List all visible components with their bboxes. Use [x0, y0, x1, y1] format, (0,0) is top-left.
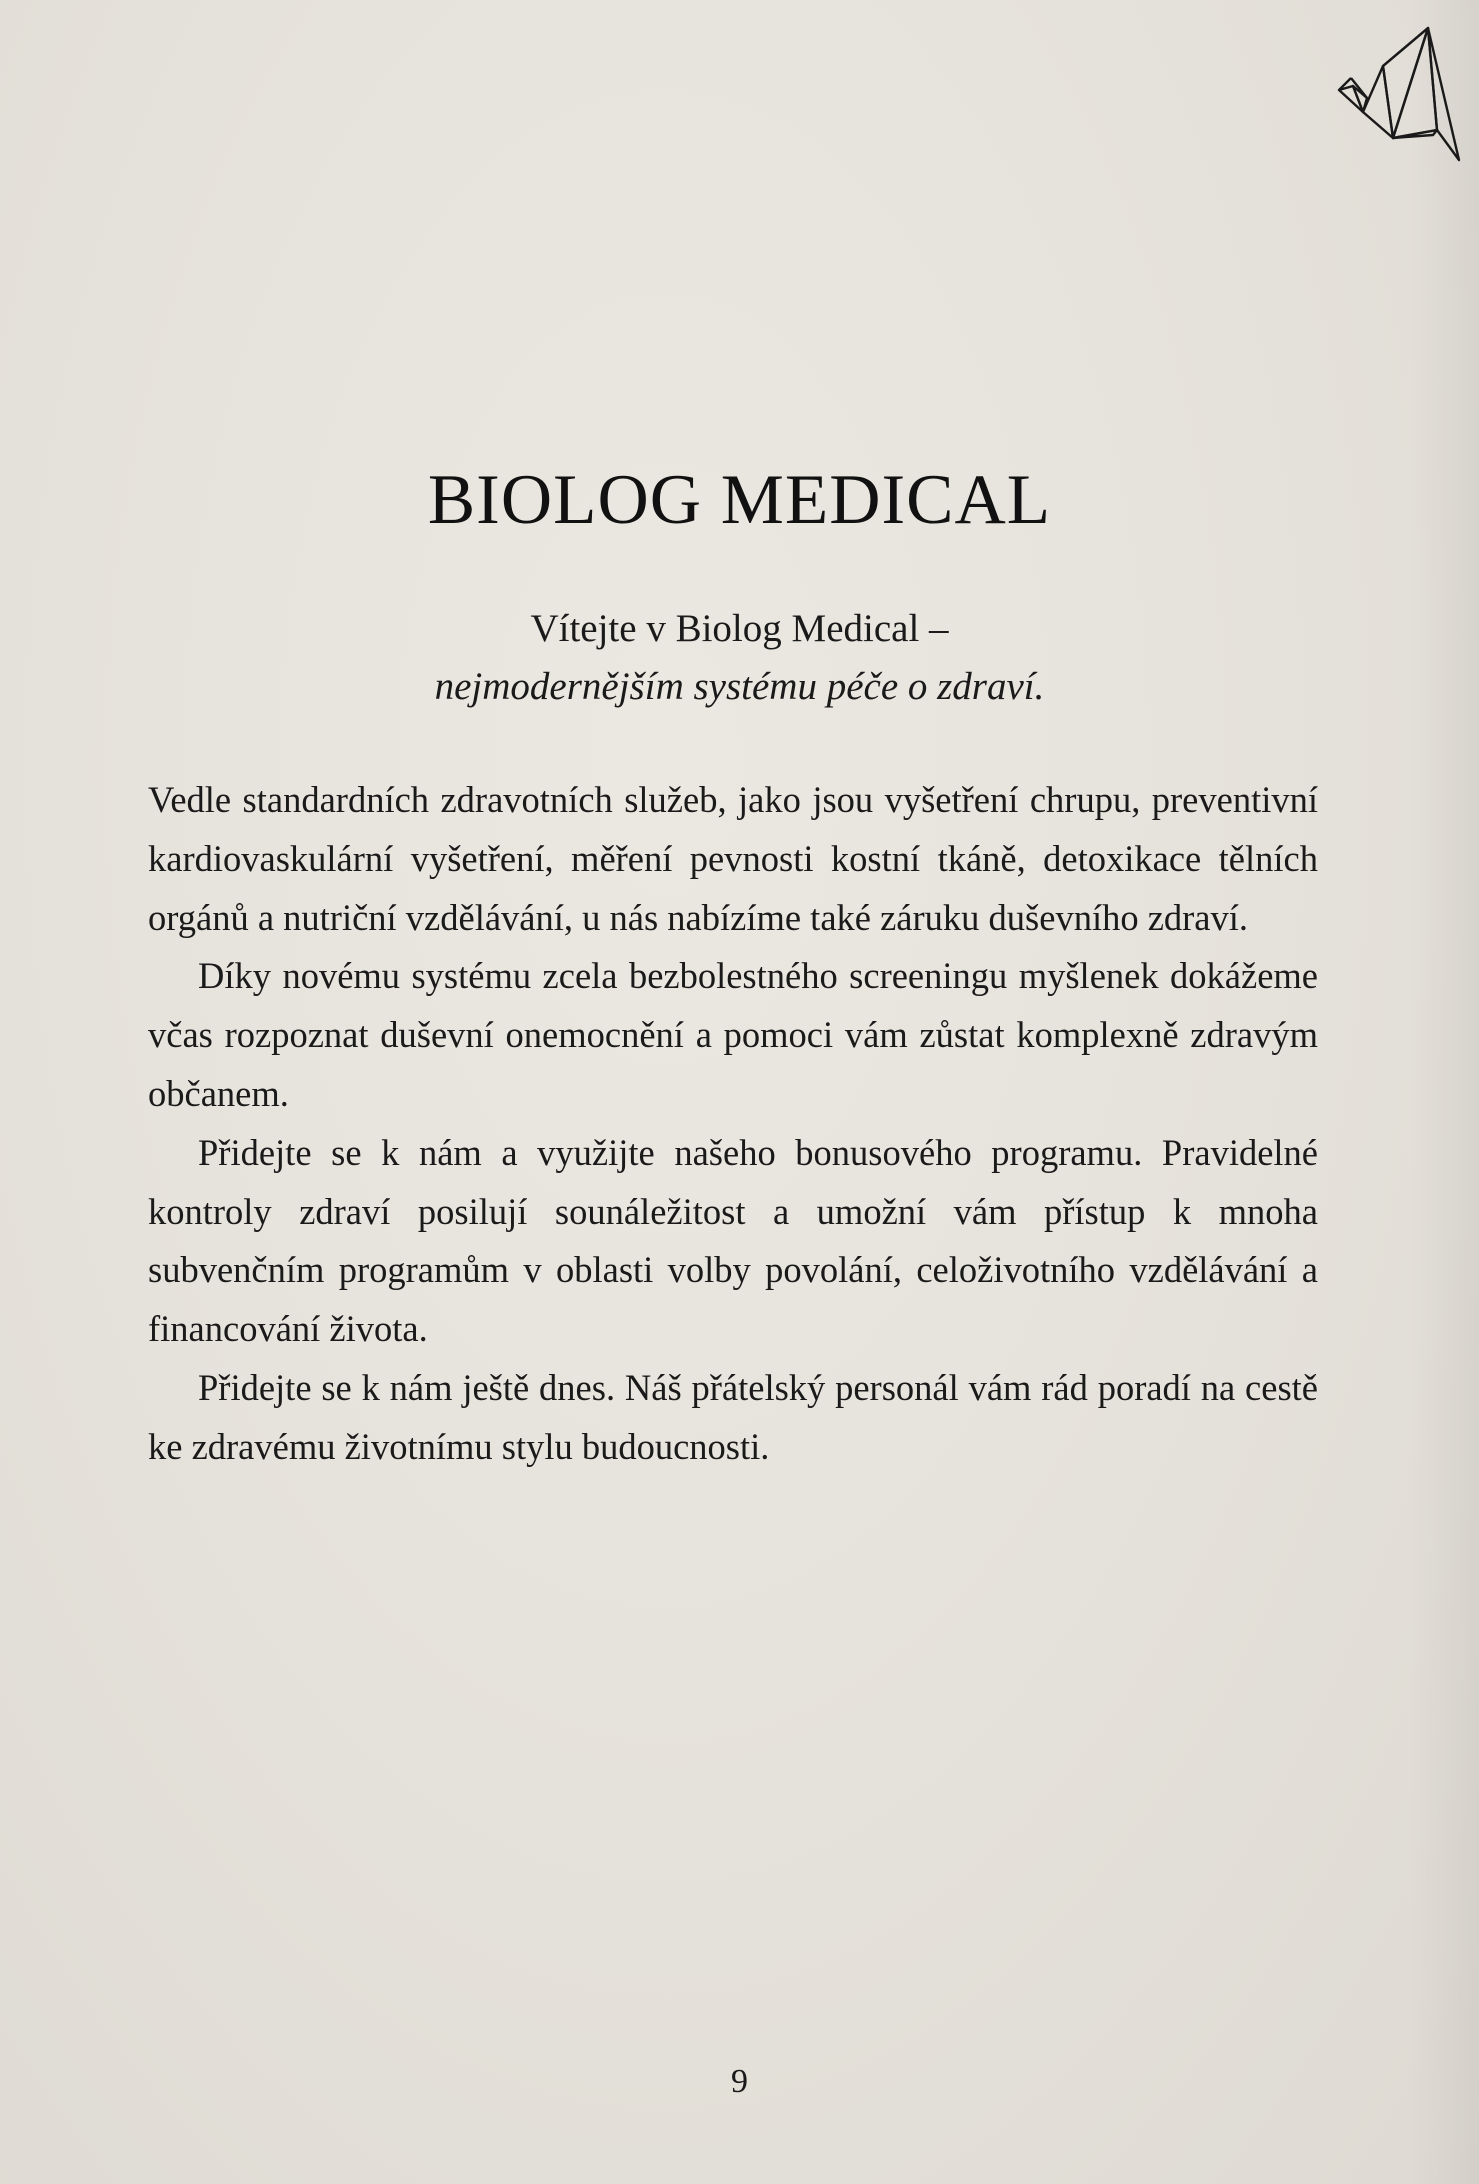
origami-bird-icon	[1325, 20, 1465, 170]
paragraph-2: Díky novému systému zcela bezbolestného screeningu myšlenek dokážeme včas rozpoznat duševní onemocnění a pomoci vám zůstat komplexně zdravým občanem.	[148, 955, 1318, 1114]
paragraph-1: Vedle standardních zdravotních služeb, jako jsou vyšetření chrupu, preventivní kardiovaskulární vyšetření, měření pevnosti kostní tkáně, detoxikace tělních orgánů a nutriční vzdělávání, u nás nabízíme také záruku duševního zdraví.	[148, 779, 1318, 938]
subtitle-line-1: Vítejte v Biolog Medical –	[530, 607, 949, 650]
paragraph-4: Přidejte se k nám ještě dnes. Náš přátelský personál vám rád poradí na cestě ke zdravému životnímu stylu budoucnosti.	[148, 1366, 1318, 1467]
body-text	[148, 771, 1318, 1477]
page-title: BIOLOG MEDICAL	[427, 461, 1052, 539]
subtitle	[0, 600, 1479, 716]
paragraph-3: Přidejte se k nám a využijte našeho bonusového programu. Pravidelné kontroly zdraví posilují sounáležitost a umožní vám přístup k mnoha subvenčním programům v oblasti volby povolání, celoživotního vzdělávání a financování života.	[148, 1131, 1318, 1350]
subtitle-line-2: nejmodernějším systému péče o zdraví.	[434, 665, 1045, 708]
page-number: 9	[731, 2063, 748, 2100]
